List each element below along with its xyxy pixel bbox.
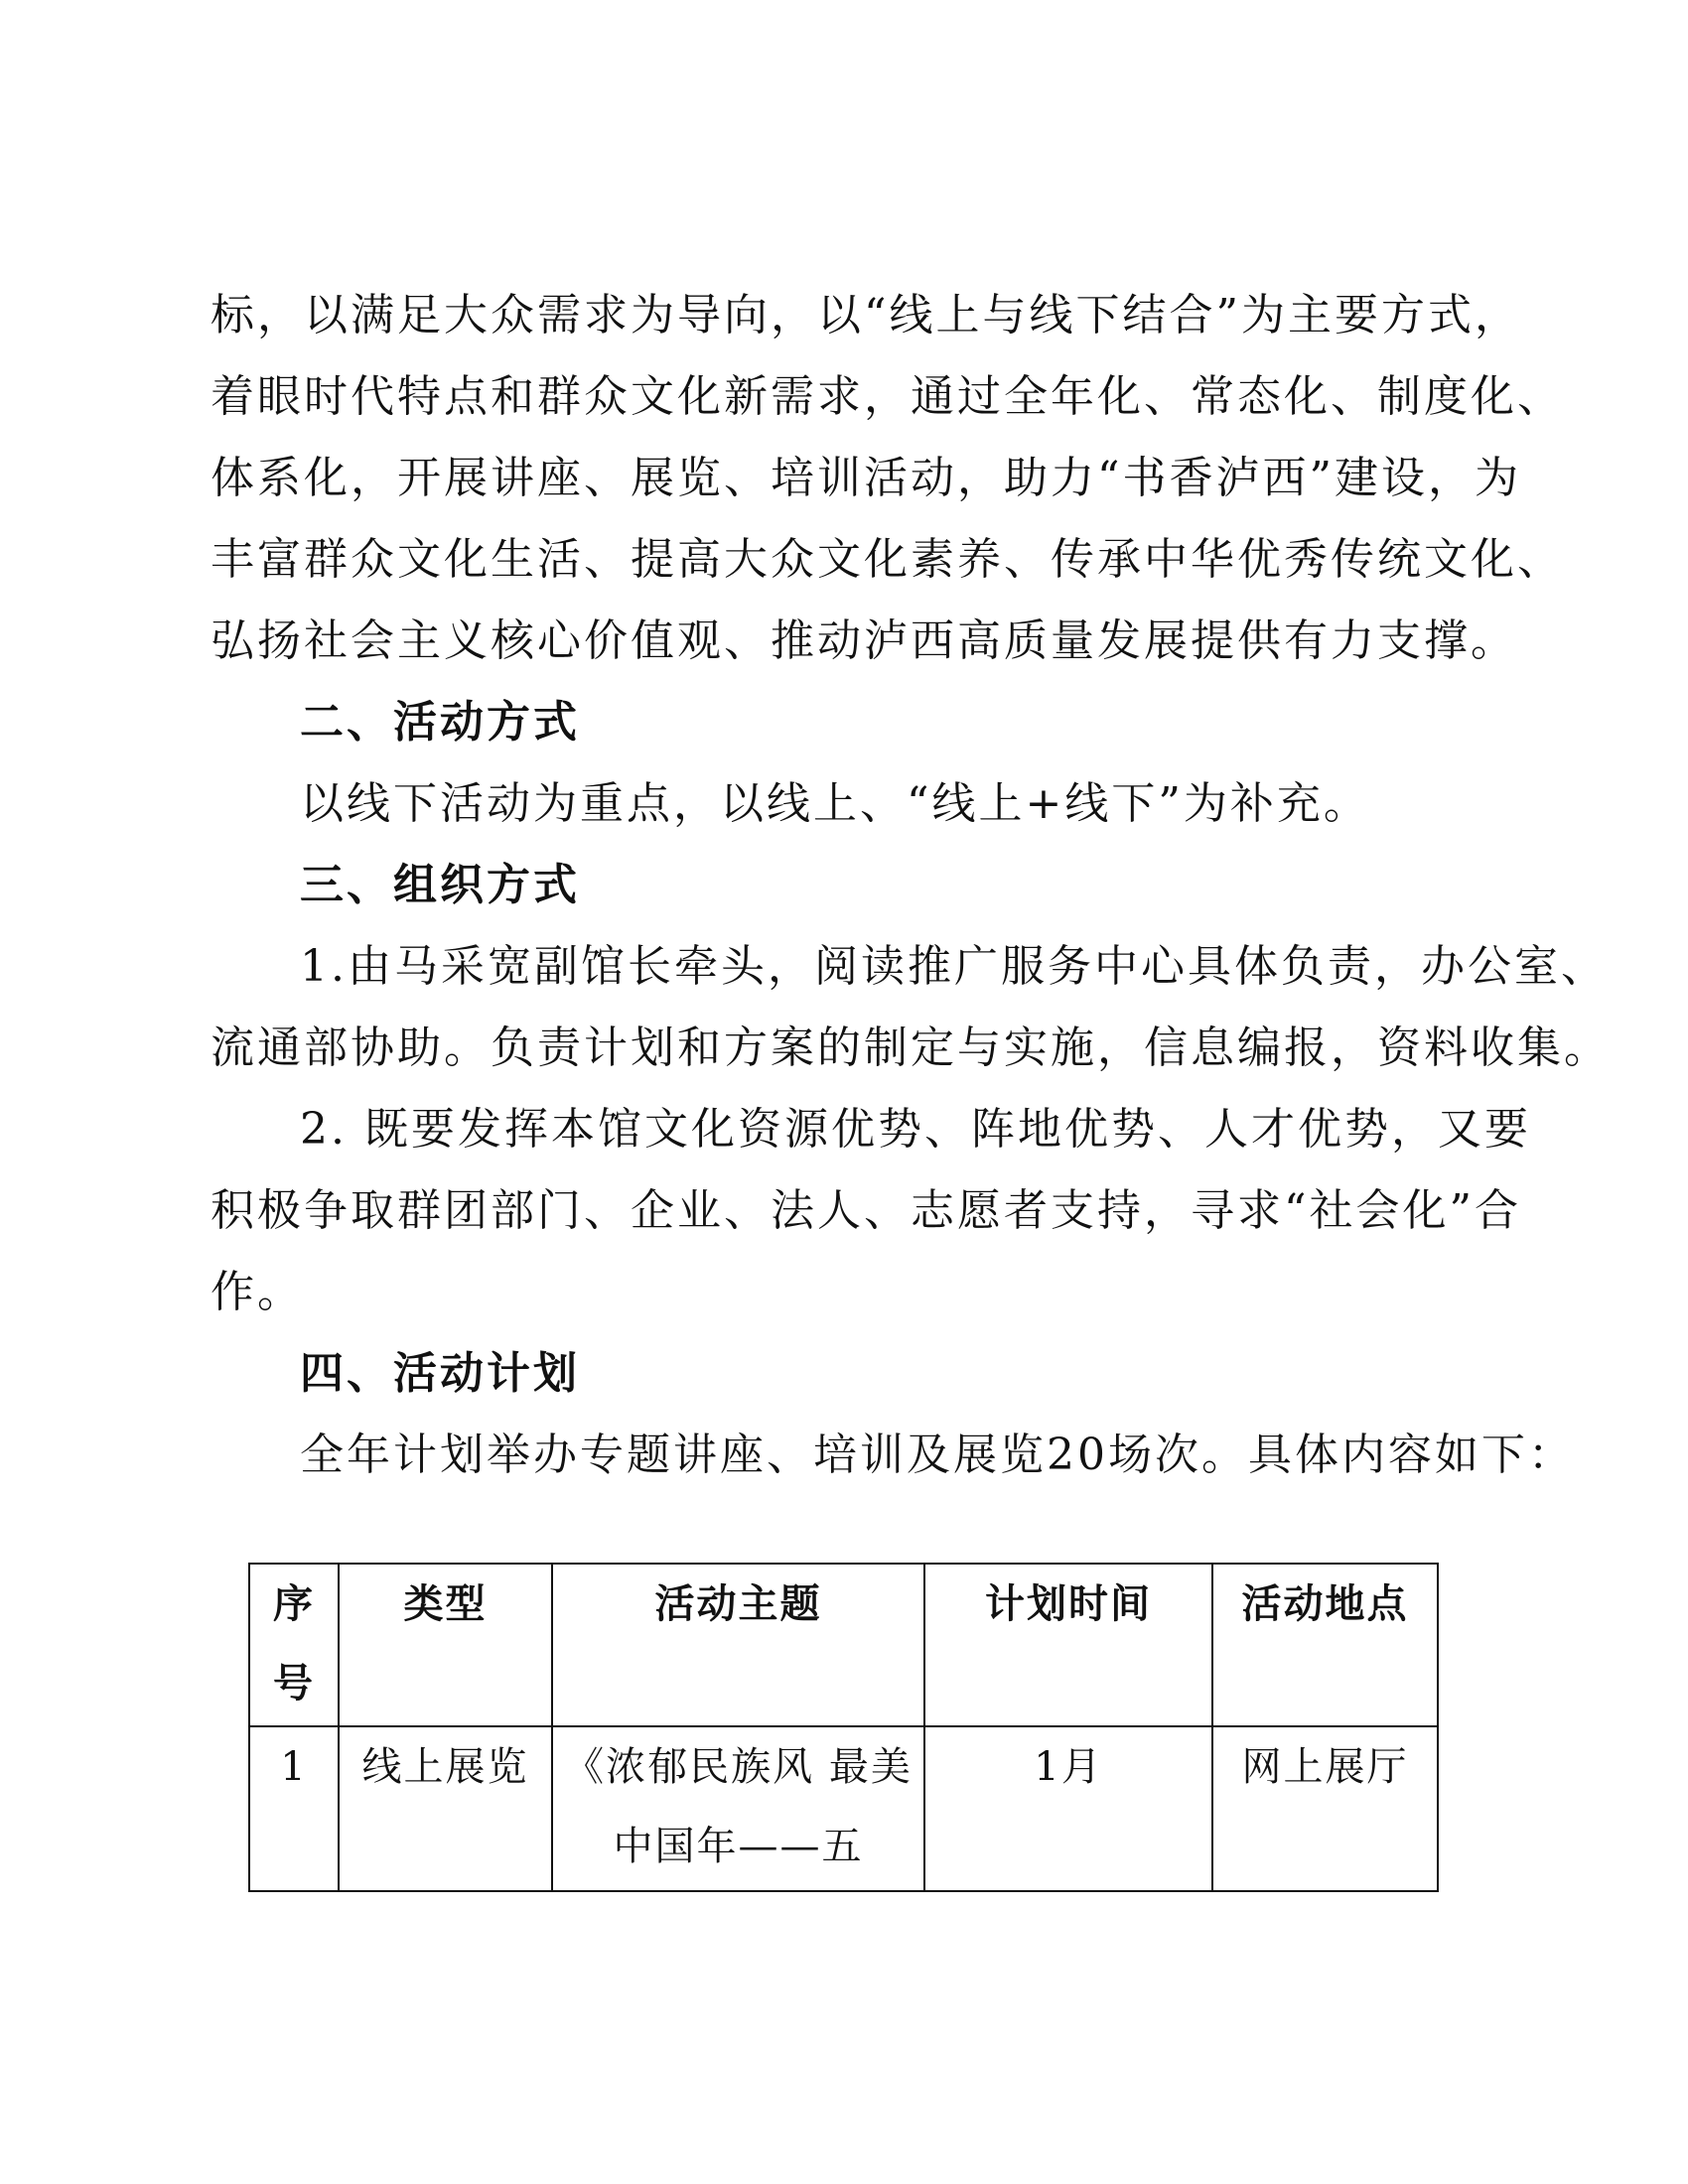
table-header-row bbox=[249, 1564, 1438, 1726]
section-3-item-1-line-1: 1.由马采宽副馆长牵头，阅读推广服务中心具体负责，办公室、 bbox=[300, 941, 1608, 992]
section-2-text: 以线下活动为重点，以线上、“线上+线下”为补充。 bbox=[300, 778, 1370, 829]
intro-line-3: 体系化，开展讲座、展览、培训活动，助力“书香泸西”建设，为 bbox=[211, 453, 1521, 503]
header-place: 活动地点 bbox=[1212, 1564, 1438, 1726]
activity-plan-table bbox=[248, 1563, 1439, 1892]
header-theme: 活动主题 bbox=[552, 1564, 924, 1726]
intro-line-4: 丰富群众文化生活、提高大众文化素养、传承中华优秀传统文化、 bbox=[211, 534, 1564, 585]
section-3-item-2-line-1: 2. 既要发挥本馆文化资源优势、阵地优势、人才优势，又要 bbox=[300, 1104, 1531, 1155]
intro-line-5: 弘扬社会主义核心价值观、推动泸西高质量发展提供有力支撑。 bbox=[211, 615, 1517, 666]
section-3-item-2-line-3: 作。 bbox=[211, 1267, 304, 1317]
cell-type: 线上展览 bbox=[339, 1726, 552, 1891]
cell-time: 1月 bbox=[924, 1726, 1212, 1891]
header-type: 类型 bbox=[339, 1564, 552, 1726]
table-row bbox=[249, 1726, 1438, 1891]
section-3-item-1-line-2: 流通部协助。负责计划和方案的制定与实施，信息编报，资料收集。 bbox=[211, 1023, 1611, 1073]
header-no: 序号 bbox=[249, 1564, 339, 1726]
section-4-text: 全年计划举办专题讲座、培训及展览20场次。具体内容如下： bbox=[300, 1430, 1575, 1480]
cell-place: 网上展厅 bbox=[1212, 1726, 1438, 1891]
section-4-title: 四、活动计划 bbox=[300, 1348, 580, 1399]
header-time: 计划时间 bbox=[924, 1564, 1212, 1726]
intro-line-2: 着眼时代特点和群众文化新需求，通过全年化、常态化、制度化、 bbox=[211, 371, 1564, 422]
cell-theme: 《浓郁民族风 最美中国年——五 bbox=[552, 1726, 924, 1891]
section-3-title: 三、组织方式 bbox=[300, 860, 580, 910]
intro-line-1: 标，以满足大众需求为导向，以“线上与线下结合”为主要方式， bbox=[211, 290, 1521, 341]
section-3-item-2-line-2: 积极争取群团部门、企业、法人、志愿者支持，寻求“社会化”合 bbox=[211, 1185, 1521, 1236]
cell-no: 1 bbox=[249, 1726, 339, 1891]
section-2-title: 二、活动方式 bbox=[300, 697, 580, 748]
